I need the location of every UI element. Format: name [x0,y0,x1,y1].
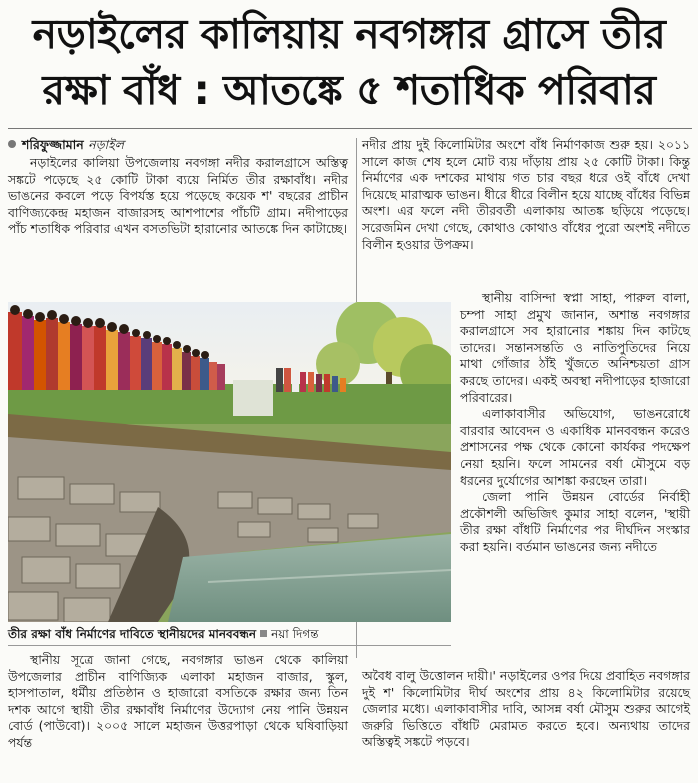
headline-rule [8,128,692,129]
caption-separator-icon [260,630,267,637]
paragraph: জেলা পানি উন্নয়ন বোর্ডের নির্বাহী প্রকৌশলী অভিজিৎ কুমার সাহা বলেন, 'স্থায়ী তীর রক্ষা বাঁধটি নির্মাণের পর দীর্ঘদিন সংস্কার করা হয়নি। বর্তমান ভাঙনের জন্য নদীতে [460,489,690,554]
byline-author: শরিফুজ্জামান [22,137,84,152]
left-column-bottom [8,652,348,752]
byline-bullet-icon [8,140,16,148]
paragraph: অবৈধ বালু উত্তোলন দায়ী।' নড়াইলের ওপর দিয়ে প্রবাহিত নবগঙ্গার দুই শ' কিলোমিটার দীর্ঘ অংশের প্রায় ৪২ কিলোমিটার রয়েছে জেলার মধ্যে। এলাকাবাসীর দাবি, আসন্ন বর্ষা মৌসুম শুরুর আগেই জরুরি ভিত্তিতে বাঁধটি মেরামত করতে হবে। অন্যথায় তাদের অস্তিত্বই সঙ্কটে পড়বে। [362,668,690,750]
headline [8,6,690,118]
byline [8,137,348,153]
byline-location: নড়াইল [88,137,124,152]
left-column-top [8,137,348,238]
article-photo [8,302,451,622]
right-column-top [362,137,690,253]
headline-line-2: রক্ষা বাঁধ : আতঙ্কে ৫ শতাধিক পরিবার [42,66,656,114]
paragraph: নদীর প্রায় দুই কিলোমিটার অংশে বাঁধ নির্মাণকাজ শুরু হয়। ২০১১ সালে কাজ শেষ হলে মোট ব্যয় দাঁড়ায় প্রায় ২৫ কোটি টাকা। কিন্তু নির্মাণের এক দশকের মাথায় গত চার বছর ধরে ওই বাঁধে দেখা দিয়েছে মারাত্মক ভাঙন। ধীরে ধীরে বিলীন হয়ে যাচ্ছে বাঁধের বিভিন্ন অংশ। এর ফলে নদী তীরবর্তী এলাকায় আতঙ্ক ছড়িয়ে পড়েছে। সরেজমিন দেখা গেছে, কোথাও কোথাও বাঁধের পুরো অংশই নদীতে বিলীন হওয়ার উপক্রম। [362,137,690,252]
caption-rule [8,645,451,646]
caption-source: নয়া দিগন্ত [271,627,319,641]
paragraph: এলাকাবাসীর অভিযোগ, ভাঙনরোধে বারবার আবেদন ও একাধিক মানববন্ধন করেও প্রশাসনের পক্ষ থেকে কোনো কার্যকর পদক্ষেপ নেয়া হয়নি। ফলে সামনের বর্ষা মৌসুমে বড় ধরনের দুর্যোগের আশঙ্কা করছেন তারা। [460,406,690,488]
right-column-bottom [362,668,690,751]
paragraph: স্থানীয় সূত্রে জানা গেছে, নবগঙ্গার ভাঙন থেকে কালিয়া উপজেলার প্রাচীন বাণিজ্যিক এলাকা মহাজন বাজার, স্কুল, হাসপাতাল, ধর্মীয় প্রতিষ্ঠান ও হাজারো বসতিকে রক্ষার জন্য তিন দশক আগে স্থায়ী তীর রক্ষাবাঁধ নির্মাণের উদ্যোগ নেয় পানি উন্নয়ন বোর্ড (পাউবো)। ২০০৫ সালে মহাজন উত্তরপাড়া থেকে ঘষিবাড়িয়া পর্যন্ত [8,652,348,750]
paragraph: নড়াইলের কালিয়া উপজেলায় নবগঙ্গা নদীর করালগ্রাসে অস্তিত্ব সঙ্কটে পড়েছে ২৫ কোটি টাকা ব্যয়ে নির্মিত তীর রক্ষাবাঁধ। নদীর ভাঙনের কবলে পড়ে বিপর্যস্ত হয়ে পড়েছে কয়েক শ' বছরের প্রাচীন বাণিজ্যকেন্দ্র মহাজন বাজারসহ আশপাশের পাঁচটি গ্রাম। নদীপাড়ের পাঁচ শতাধিক পরিবার এখন বসতভিটা হারানোর আতঙ্কে দিন কাটাচ্ছে। [8,155,348,237]
headline-line-1: নড়াইলের কালিয়ায় নবগঙ্গার গ্রাসে তীর [32,10,666,58]
paragraph: স্থানীয় বাসিন্দা স্বপ্না সাহা, পারুল বালা, চম্পা সাহা প্রমুখ জানান, অশান্ত নবগঙ্গার করালগ্রাসে সব হারানোর শঙ্কায় দিন কাটছে তাদের। সন্তানসন্ততি ও নাতিপুতিদের নিয়ে মাথা গোঁজার ঠাঁই খুঁজতে অনিশ্চয়তা গ্রাস করছে তাদের। একই অবস্থা নদীপাড়ের হাজারো পরিবারের। [460,290,690,405]
caption-text: তীর রক্ষা বাঁধ নির্মাণের দাবিতে স্থানীয়দের মানববন্ধন [8,627,257,641]
right-column-narrow [460,290,690,556]
photo-caption [8,626,451,642]
